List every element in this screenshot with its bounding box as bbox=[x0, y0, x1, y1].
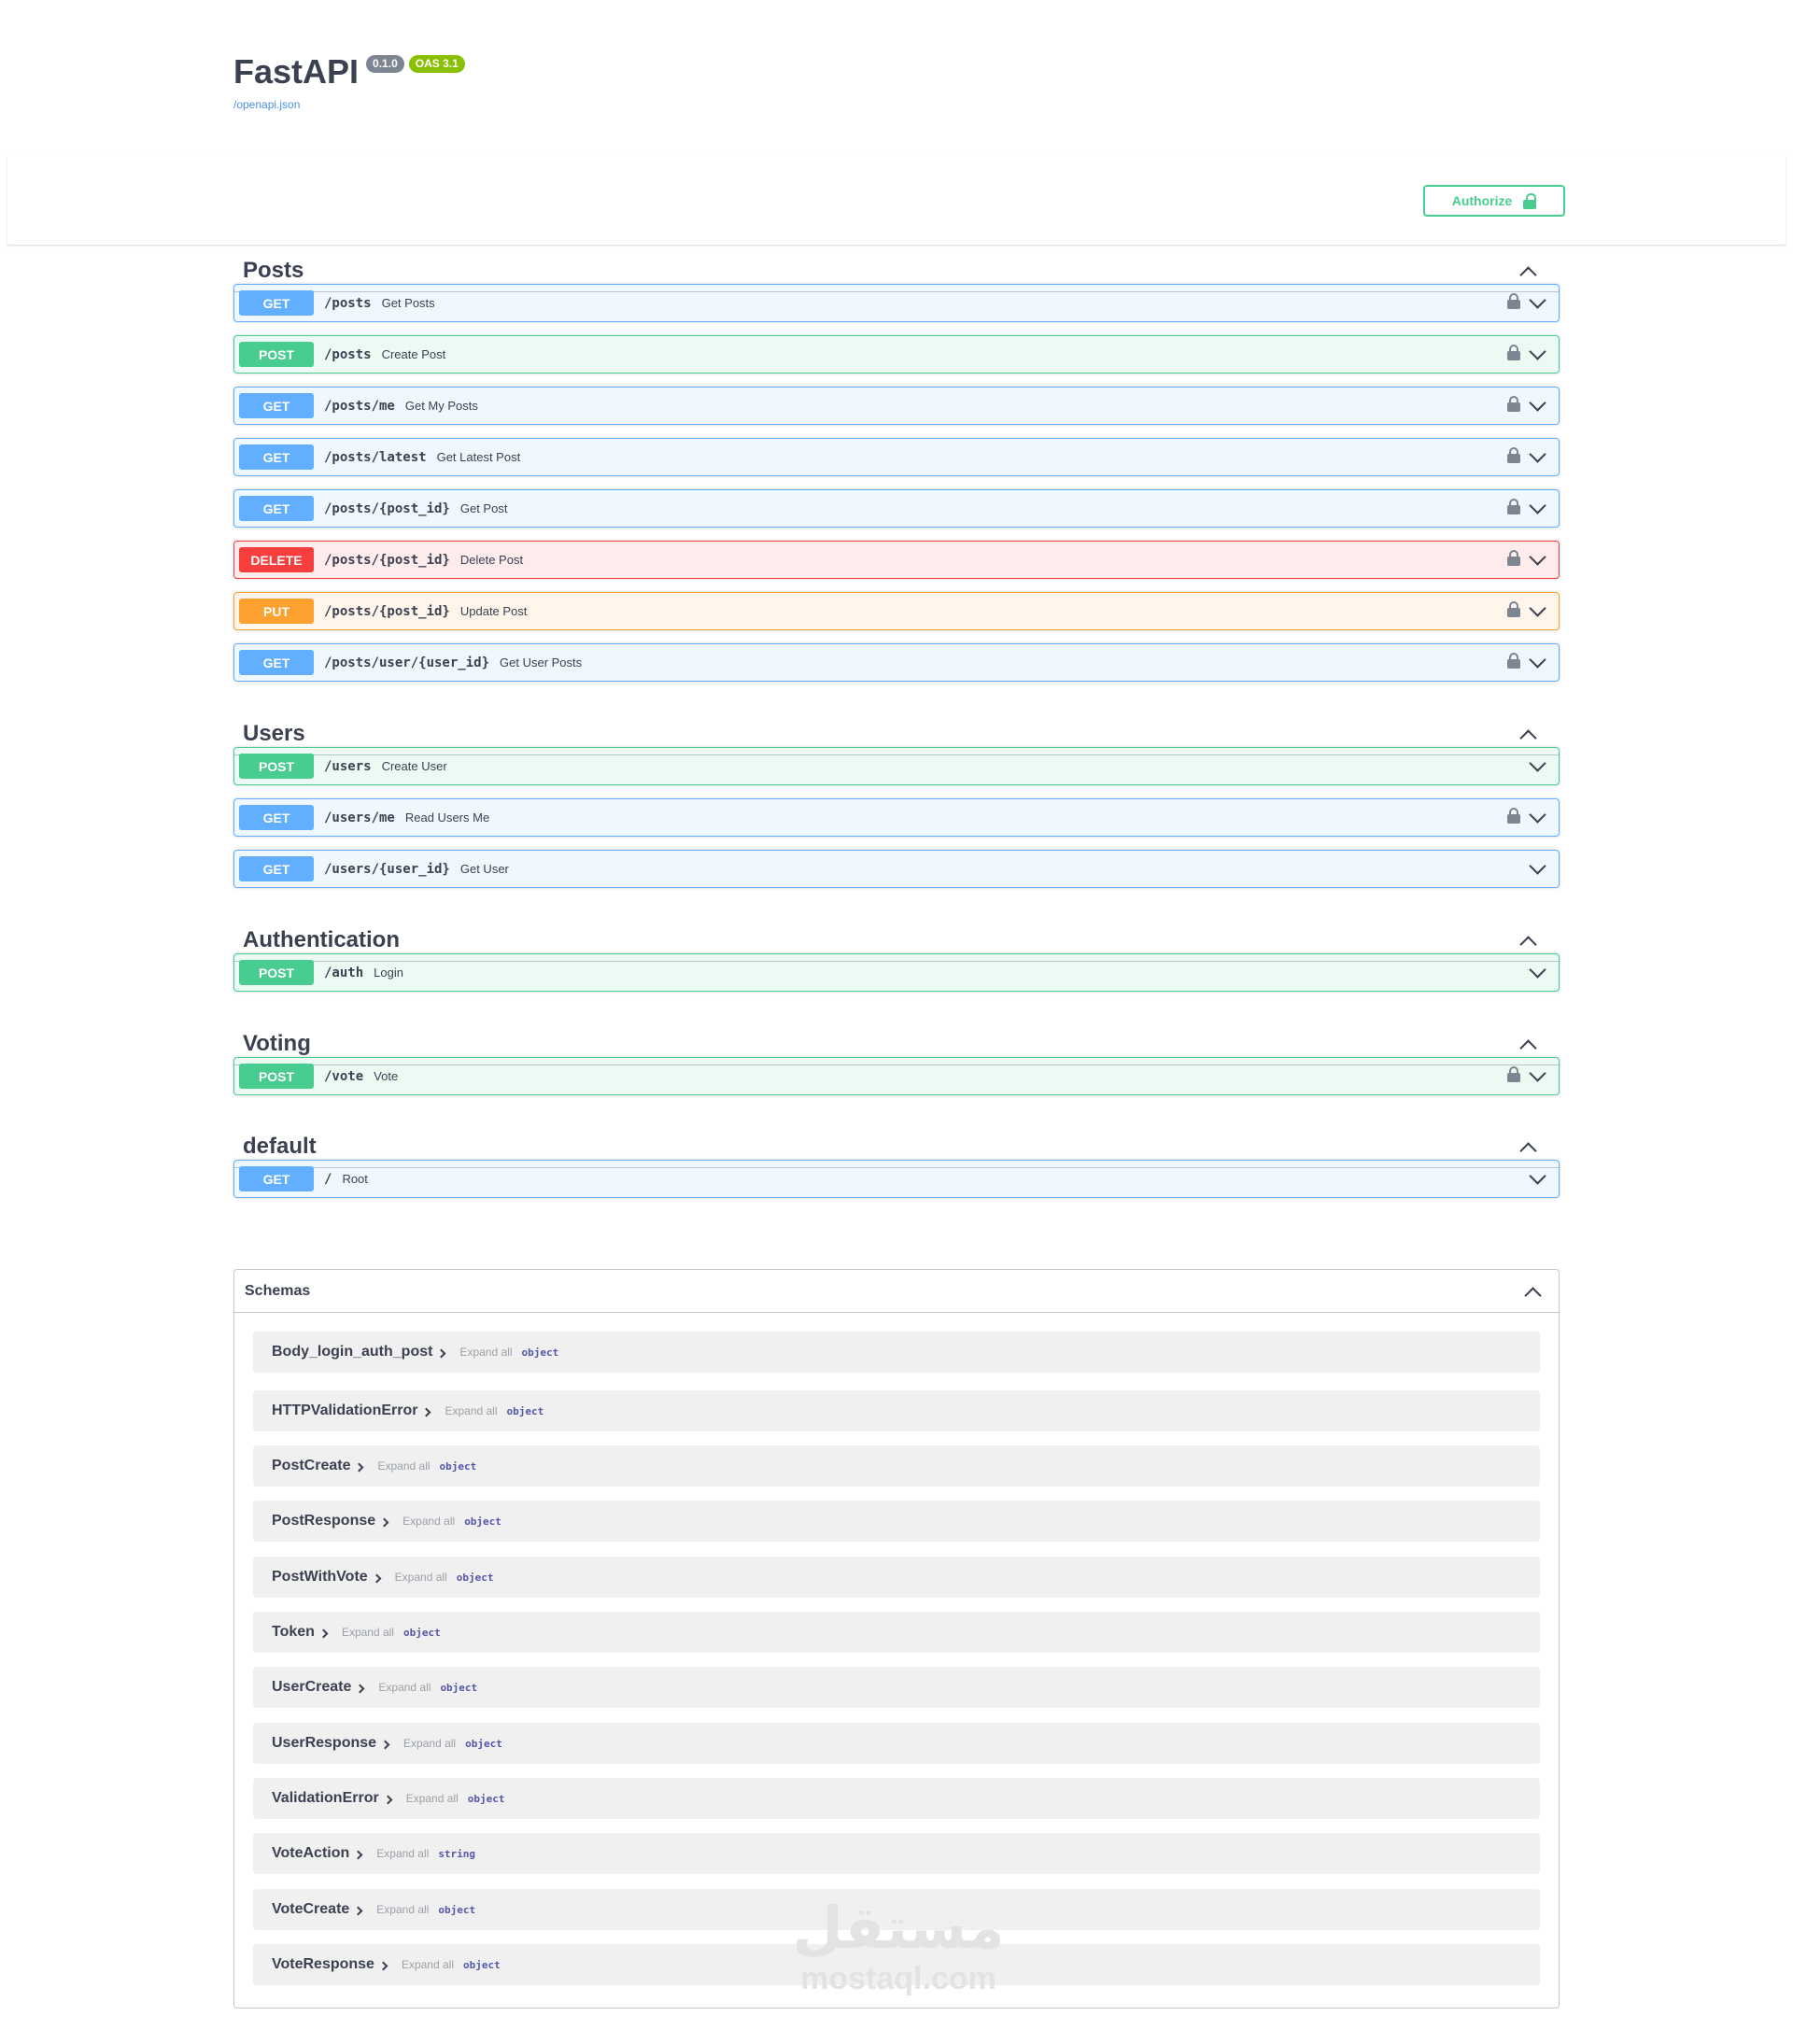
lock-icon[interactable] bbox=[1507, 601, 1520, 618]
model-row[interactable] bbox=[253, 1390, 1540, 1431]
version-badge: 0.1.0 bbox=[366, 55, 404, 73]
model-type: object bbox=[463, 1958, 501, 1971]
method-badge: GET bbox=[239, 856, 314, 881]
operation-path: /posts/me bbox=[324, 398, 395, 414]
chevron-right-icon[interactable] bbox=[380, 1517, 389, 1527]
unlock-icon bbox=[1523, 193, 1536, 208]
operation-row[interactable] bbox=[233, 541, 1560, 579]
model-name[interactable]: UserCreate bbox=[272, 1679, 352, 1695]
chevron-right-icon[interactable] bbox=[381, 1740, 390, 1749]
expand-all-button[interactable]: Expand all bbox=[445, 1404, 498, 1417]
chevron-up-icon[interactable] bbox=[1520, 265, 1532, 276]
lock-icon[interactable] bbox=[1507, 550, 1520, 567]
chevron-right-icon[interactable] bbox=[383, 1795, 392, 1804]
watermark-latin: mostaql.com bbox=[800, 1961, 996, 1996]
method-badge: PUT bbox=[239, 599, 314, 624]
model-name[interactable]: VoteCreate bbox=[272, 1901, 350, 1917]
model-type: object bbox=[456, 1571, 494, 1584]
method-badge: GET bbox=[239, 650, 314, 675]
method-badge: DELETE bbox=[239, 547, 314, 572]
operation-summary: Root bbox=[342, 1172, 368, 1186]
operation-row[interactable] bbox=[233, 387, 1560, 425]
operation-summary: Vote bbox=[374, 1069, 399, 1083]
method-badge: GET bbox=[239, 290, 314, 316]
lock-icon[interactable] bbox=[1507, 1066, 1520, 1083]
operation-summary: Get My Posts bbox=[404, 399, 478, 413]
method-badge: GET bbox=[239, 444, 314, 470]
operation-summary: Login bbox=[374, 966, 403, 980]
tag-title: Voting bbox=[243, 1031, 311, 1056]
chevron-right-icon[interactable] bbox=[372, 1573, 381, 1583]
model-row[interactable] bbox=[253, 1612, 1540, 1653]
operation-path: /users/me bbox=[324, 810, 395, 825]
model-row[interactable] bbox=[253, 1332, 1540, 1373]
openapi-json-link[interactable]: /openapi.json bbox=[233, 98, 301, 111]
tag-section-authentication bbox=[233, 920, 1560, 980]
lock-icon[interactable] bbox=[1507, 653, 1520, 670]
tag-section-users bbox=[233, 713, 1560, 877]
operation-row[interactable] bbox=[233, 284, 1560, 322]
operation-row[interactable] bbox=[233, 592, 1560, 630]
method-badge: GET bbox=[239, 805, 314, 830]
chevron-down-icon[interactable] bbox=[1530, 1067, 1545, 1082]
model-row[interactable] bbox=[253, 1445, 1540, 1487]
authorize-button[interactable] bbox=[1423, 185, 1565, 217]
model-name[interactable]: UserResponse bbox=[272, 1735, 377, 1751]
model-type: string bbox=[438, 1847, 476, 1860]
api-info bbox=[233, 51, 1560, 111]
expand-all-button[interactable]: Expand all bbox=[376, 1847, 430, 1860]
method-badge: POST bbox=[239, 342, 314, 367]
chevron-up-icon[interactable] bbox=[1520, 728, 1532, 740]
operation-row[interactable] bbox=[233, 747, 1560, 785]
operation-summary: Create User bbox=[381, 759, 447, 773]
chevron-right-icon[interactable] bbox=[318, 1628, 328, 1638]
model-row[interactable] bbox=[253, 1667, 1540, 1708]
model-type: object bbox=[465, 1737, 502, 1750]
chevron-up-icon[interactable] bbox=[1525, 1286, 1536, 1297]
model-name[interactable]: VoteResponse bbox=[272, 1956, 374, 1972]
model-type: object bbox=[439, 1459, 477, 1473]
operation-summary: Get Latest Post bbox=[436, 450, 521, 464]
chevron-right-icon[interactable] bbox=[355, 1462, 364, 1472]
expand-all-button[interactable]: Expand all bbox=[376, 1903, 430, 1916]
chevron-down-icon[interactable] bbox=[1530, 860, 1545, 875]
model-type: object bbox=[440, 1681, 478, 1694]
model-type: object bbox=[467, 1792, 505, 1805]
tag-title: Authentication bbox=[243, 927, 400, 952]
operation-path: /posts/latest bbox=[324, 449, 427, 465]
operation-summary: Get User Posts bbox=[500, 655, 583, 670]
model-row[interactable] bbox=[253, 1723, 1540, 1764]
method-badge: POST bbox=[239, 1064, 314, 1089]
model-type: object bbox=[506, 1404, 544, 1417]
method-badge: POST bbox=[239, 960, 314, 985]
model-name[interactable]: ValidationError bbox=[272, 1790, 379, 1806]
operation-summary: Get User bbox=[459, 862, 509, 876]
chevron-down-icon[interactable] bbox=[1530, 397, 1545, 412]
operation-path: /users/{user_id} bbox=[324, 861, 450, 877]
operation-summary: Get Posts bbox=[381, 296, 435, 310]
operation-row[interactable] bbox=[233, 643, 1560, 682]
expand-all-button[interactable]: Expand all bbox=[377, 1459, 431, 1473]
operation-row[interactable] bbox=[233, 489, 1560, 528]
chevron-down-icon[interactable] bbox=[1530, 448, 1545, 463]
chevron-down-icon[interactable] bbox=[1530, 551, 1545, 566]
model-name[interactable]: PostWithVote bbox=[272, 1569, 368, 1585]
chevron-up-icon[interactable] bbox=[1520, 935, 1532, 946]
chevron-down-icon[interactable] bbox=[1530, 602, 1545, 617]
model-row[interactable] bbox=[253, 1833, 1540, 1874]
expand-all-button[interactable]: Expand all bbox=[394, 1571, 447, 1584]
lock-icon[interactable] bbox=[1507, 396, 1520, 413]
model-name[interactable]: VoteAction bbox=[272, 1845, 350, 1861]
model-name[interactable]: PostCreate bbox=[272, 1458, 351, 1473]
method-badge: POST bbox=[239, 754, 314, 779]
tag-section-voting bbox=[233, 1023, 1560, 1084]
scheme-container bbox=[7, 157, 1786, 245]
operation-path: / bbox=[324, 1171, 332, 1187]
chevron-right-icon[interactable] bbox=[354, 1906, 363, 1915]
chevron-down-icon[interactable] bbox=[1530, 345, 1545, 360]
chevron-right-icon[interactable] bbox=[356, 1684, 365, 1693]
lock-icon[interactable] bbox=[1507, 808, 1520, 825]
operation-path: /posts/{post_id} bbox=[324, 603, 450, 619]
model-type: object bbox=[438, 1903, 476, 1916]
chevron-down-icon[interactable] bbox=[1530, 1170, 1545, 1185]
model-type: object bbox=[521, 1346, 559, 1359]
lock-icon[interactable] bbox=[1507, 499, 1520, 515]
api-title: FastAPI bbox=[233, 52, 360, 91]
model-name[interactable]: PostResponse bbox=[272, 1513, 376, 1529]
expand-all-button[interactable]: Expand all bbox=[378, 1681, 431, 1694]
operation-row[interactable] bbox=[233, 850, 1560, 888]
expand-all-button[interactable]: Expand all bbox=[402, 1515, 456, 1528]
chevron-down-icon[interactable] bbox=[1530, 294, 1545, 309]
chevron-up-icon[interactable] bbox=[1520, 1141, 1532, 1152]
method-badge: GET bbox=[239, 1166, 314, 1191]
operation-path: /auth bbox=[324, 965, 364, 980]
method-badge: GET bbox=[239, 496, 314, 521]
expand-all-button[interactable]: Expand all bbox=[459, 1346, 513, 1359]
chevron-right-icon[interactable] bbox=[422, 1407, 431, 1417]
chevron-down-icon[interactable] bbox=[1530, 654, 1545, 669]
method-badge: GET bbox=[239, 393, 314, 418]
oas-badge: OAS 3.1 bbox=[409, 55, 465, 73]
chevron-down-icon[interactable] bbox=[1530, 964, 1545, 979]
expand-all-button[interactable]: Expand all bbox=[401, 1958, 454, 1971]
operation-row[interactable] bbox=[233, 335, 1560, 374]
tag-title: Posts bbox=[243, 258, 304, 283]
chevron-down-icon[interactable] bbox=[1530, 809, 1545, 824]
operation-path: /posts bbox=[324, 295, 372, 311]
lock-icon[interactable] bbox=[1507, 293, 1520, 310]
schemas-title: Schemas bbox=[245, 1282, 311, 1299]
operation-path: /posts bbox=[324, 346, 372, 362]
operation-summary: Get Post bbox=[459, 501, 508, 515]
operation-path: /posts/{post_id} bbox=[324, 552, 450, 568]
operation-row[interactable] bbox=[233, 798, 1560, 837]
lock-icon[interactable] bbox=[1507, 447, 1520, 464]
operation-path: /users bbox=[324, 758, 372, 774]
operation-summary: Update Post bbox=[459, 604, 528, 618]
model-row[interactable] bbox=[253, 1778, 1540, 1819]
model-type: object bbox=[464, 1515, 501, 1528]
operation-summary: Read Users Me bbox=[404, 811, 490, 825]
model-row[interactable] bbox=[253, 1501, 1540, 1542]
chevron-right-icon[interactable] bbox=[354, 1850, 363, 1859]
tag-section-default bbox=[233, 1126, 1560, 1187]
operation-row[interactable] bbox=[233, 1057, 1560, 1095]
model-name[interactable]: Token bbox=[272, 1624, 315, 1640]
authorize-label: Authorize bbox=[1451, 193, 1513, 208]
watermark bbox=[786, 1896, 1010, 1997]
tag-title: default bbox=[243, 1134, 317, 1159]
chevron-right-icon[interactable] bbox=[379, 1961, 388, 1970]
model-type: object bbox=[402, 1626, 441, 1639]
lock-icon[interactable] bbox=[1507, 345, 1520, 361]
operation-summary: Create Post bbox=[381, 347, 446, 361]
operation-path: /posts/user/{user_id} bbox=[324, 655, 490, 670]
expand-all-button[interactable]: Expand all bbox=[403, 1737, 457, 1750]
operation-row[interactable] bbox=[233, 438, 1560, 476]
chevron-right-icon[interactable] bbox=[437, 1348, 446, 1358]
chevron-up-icon[interactable] bbox=[1520, 1038, 1532, 1050]
tag-section-posts bbox=[233, 250, 1560, 670]
tag-title: Users bbox=[243, 721, 305, 746]
model-name[interactable]: HTTPValidationError bbox=[272, 1403, 418, 1418]
operation-row[interactable] bbox=[233, 1160, 1560, 1198]
model-name[interactable]: Body_login_auth_post bbox=[272, 1344, 433, 1360]
model-row[interactable] bbox=[253, 1557, 1540, 1598]
operation-path: /posts/{post_id} bbox=[324, 500, 450, 516]
chevron-down-icon[interactable] bbox=[1530, 757, 1545, 772]
expand-all-button[interactable]: Expand all bbox=[341, 1626, 394, 1639]
schemas-header[interactable] bbox=[234, 1270, 1559, 1313]
chevron-down-icon[interactable] bbox=[1530, 500, 1545, 515]
operation-row[interactable] bbox=[233, 953, 1560, 992]
watermark-arabic: مستقل bbox=[792, 1894, 1005, 1962]
operation-summary: Delete Post bbox=[459, 553, 524, 567]
expand-all-button[interactable]: Expand all bbox=[405, 1792, 459, 1805]
operation-path: /vote bbox=[324, 1068, 364, 1084]
